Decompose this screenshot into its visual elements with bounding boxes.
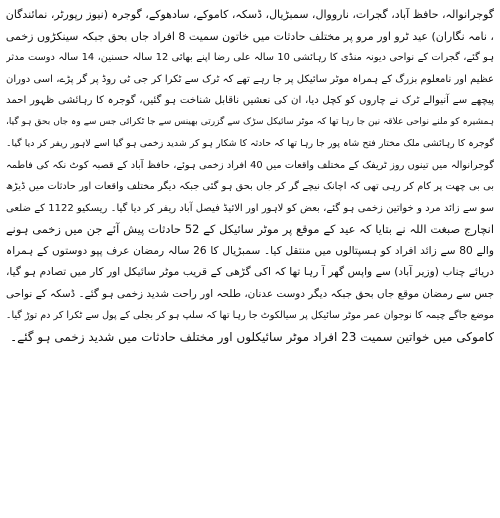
article-line: والے 80 سے زائد افراد کو ہسپتالوں میں منتقل کیا۔ سمبڑیال کا 26 سالہ رمضان عرف پپو دوستوں کے ہمراہ [6, 244, 494, 257]
article-line: گوجرانوالہ، حافظ آباد، گجرات، نارووال، سمبڑیال، ڈسکہ، کاموکے، سادھوکے، گوجرہ (نیوز رپورٹر، نمائندگان [6, 8, 494, 21]
article-line: ہمشیرہ کو ملنے نواحی علاقہ نین جا رہا تھا کہ موٹر سائیکل سڑک سے گزرتی بھینس سے جا ٹکرائی جس سے وہ جاں بحق ہو گیا، [6, 116, 494, 127]
article-line: جس سے رمضان موقع جاں بحق جبکہ دیگر دوست عدنان، طلحہ اور راحت شدید زخمی ہو گئے۔ ڈسکہ کے نواحی [6, 287, 494, 300]
article-line: انچارج صبغت اللہ نے بتایا کہ عید کے موقع پر موٹر سائیکل کے 52 حادثات پیش آئے جن میں زخمی ہونے [6, 222, 494, 236]
article-line: گوجرانوالہ میں تینوں روز ٹریفک کے مختلف واقعات میں 40 افراد زخمی ہوئے، حافظ آباد کے قصبہ کوٹ نکہ کی فاطمہ [6, 159, 494, 171]
article-line: ہو گئے، گجرات کے نواحی دیونہ منڈی کا رہائشی 10 سالہ علی رضا اپنے بھائی 12 سالہ حسنین، 14 سالہ دوست مدثر [6, 52, 494, 63]
article-line: ، نامہ نگاران) عید ٹرو اور مرو پر مختلف حادثات میں خاتون سمیت 8 افراد جاں بحق جبکہ سینکڑوں زخمی [6, 29, 494, 43]
article-line: سو سے زائد مرد و خواتین زخمی ہو گئے، بعض کو لاہور اور الائیڈ فیصل آباد ریفر کر دیا گیا۔ ریسکیو 1122 کے ضلعی [6, 202, 494, 214]
article-line: پیچھے سے آنیوالے ٹرک نے چاروں کو کچل دیا، ان کی نعشیں ناقابل شناخت ہو گئیں، گوجرہ کا رہائشی ظہور احمد [6, 95, 494, 106]
article-line: کاموکی میں خواتین سمیت 23 افراد موٹر سائیکلوں اور مختلف حادثات میں شدید زخمی ہو گئے۔ [10, 329, 494, 344]
article-line: گوجرہ کا رہائشی ملک مختار فتح شاہ پور جا رہا تھا کہ حادثہ کا شکار ہو کر شدید زخمی ہو گیا اسے لاہور ریفر کر دیا گیا۔ [6, 138, 494, 149]
article-line: موضع جاگے چیمہ کا نوجوان عمر موٹر سائیکل پر سیالکوٹ جا رہا تھا کہ سلپ ہو کر بجلی کے پول سے ٹکرا کر دم توڑ گیا۔ [6, 310, 494, 321]
article-line: دریائے چناب (وزیر آباد) سے واپس گھر آ رہا تھا کہ اکی گڑھی کے قریب موٹر سائیکل اور کار میں تصادم ہو گیا، [6, 266, 494, 278]
article-line: بی بی چھت پر کام کر رہی تھی کہ اچانک نیچے گر کر جاں بحق ہو گئی جبکہ دیگر مختلف واقعات اور حادثات میں ڈیڑھ [6, 181, 494, 192]
article-line: عظیم اور نامعلوم بزرگ کے ہمراہ موٹر سائیکل پر جا رہے تھے کہ ٹرک سے ٹکرا کر جی ٹی روڈ پر گر پڑے، اسی دوران [6, 73, 494, 85]
